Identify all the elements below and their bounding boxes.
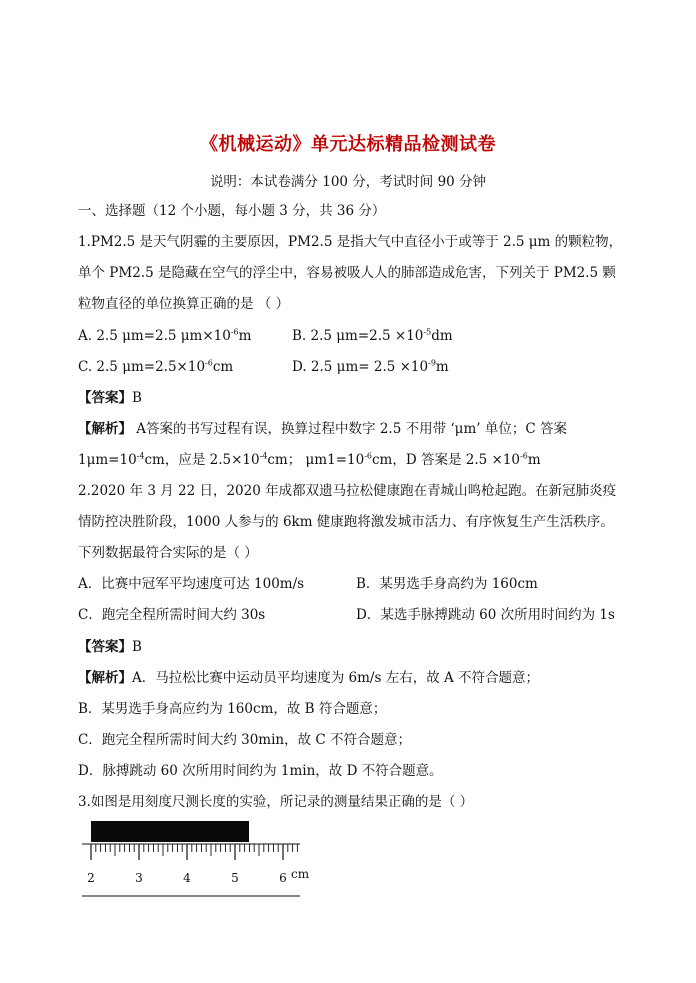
- q1-option-d-unit: m: [435, 359, 449, 375]
- ruler-figure: [78, 818, 318, 898]
- q2-analysis-line2: B．某男选手身高应约为 160cm，故 B 符合题意；: [78, 701, 387, 717]
- ruler-tick-label: 4: [183, 871, 191, 885]
- q2-stem-line2: 情防控决胜阶段，1000 人参与的 6km 健康跑将激发城市活力、有序恢复生产生活秩序。: [78, 514, 614, 530]
- q1-stem-line3: 粒物直径的单位换算正确的是 （ ）: [78, 296, 290, 312]
- q1-answer-label: 【答案】: [78, 390, 132, 406]
- q1-analysis-exp1: -4: [136, 451, 145, 461]
- q1-analysis-part-a: 1μm=10: [78, 452, 137, 468]
- q1-analysis-exp3: -6: [364, 451, 372, 461]
- ruler-ticks: [91, 844, 297, 860]
- q1-analysis-exp4: -6: [520, 451, 528, 461]
- q2-option-b: B．某男选手身高约为 160cm: [356, 576, 538, 592]
- q1-analysis-label: 【解析】: [78, 421, 132, 437]
- q1-option-c: [78, 358, 233, 376]
- q1-stem-line2: 单个 PM2.5 是隐藏在空气的浮尘中，容易被吸人人的肺部造成危害，下列关于 PM2.5 颗: [78, 265, 616, 281]
- q2-stem-line3: 下列数据最符合实际的是（ ）: [78, 545, 258, 561]
- q1-analysis-part-e: m: [527, 452, 541, 468]
- ruler-tick-label: 3: [135, 871, 143, 885]
- q2-analysis-line3: C．跑完全程所需时间大约 30min，故 C 不符合题意；: [78, 732, 412, 748]
- q1-analysis-line1: [78, 420, 567, 438]
- q1-option-a-unit: m: [238, 328, 252, 344]
- q1-option-a-text: A. 2.5 μm=2.5 μm×10: [78, 328, 231, 344]
- ruler-diagram: [78, 818, 318, 898]
- q1-option-b-unit: dm: [431, 328, 453, 344]
- q3-stem-line1: 3.如图是用刻度尺测长度的实验，所记录的测量结果正确的是（ ）: [78, 794, 474, 810]
- q1-analysis-part-d: cm，D 答案是 2.5 ×10: [371, 452, 521, 468]
- q2-answer-label: 【答案】: [78, 639, 132, 655]
- q1-answer: [78, 389, 142, 407]
- q1-analysis-exp2: -4: [259, 451, 268, 461]
- q1-option-b-exponent: -5: [423, 327, 432, 337]
- q1-answer-value: B: [132, 390, 142, 406]
- q2-answer: [78, 638, 142, 656]
- q1-option-c-exponent: -6: [205, 358, 213, 368]
- q1-option-b-text: B. 2.5 μm=2.5 ×10: [292, 328, 424, 344]
- q1-option-a: [78, 327, 251, 345]
- q1-stem-line1: 1.PM2.5 是天气阴霾的主要原因，PM2.5 是指大气中直径小于或等于 2.5 μm 的颗粒物，: [78, 234, 623, 250]
- ruler-labels: [87, 867, 310, 885]
- q2-stem-line1: 2.2020 年 3 月 22 日，2020 年成都双遗马拉松健康跑在青城山鸣枪起跑。在新冠肺炎疫: [78, 483, 617, 499]
- q1-option-c-unit: cm: [212, 359, 234, 375]
- q1-option-d-exponent: -9: [428, 358, 436, 368]
- ruler-unit-label: cm: [291, 867, 310, 881]
- exam-instructions: 说明：本试卷满分 100 分，考试时间 90 分钟: [209, 174, 487, 190]
- q1-analysis-part-c: cm； μm1=10: [267, 452, 365, 468]
- q1-option-d: [292, 358, 449, 376]
- ruler-tick-label: 2: [87, 871, 95, 885]
- q2-option-d: D．某选手脉搏跳动 60 次所用时间约为 1s: [356, 607, 615, 623]
- q1-option-b: [292, 327, 453, 345]
- q1-analysis-text1: A答案的书写过程有误，换算过程中数字 2.5 不用带 ‘μm’ 单位；C 答案: [132, 421, 567, 437]
- measured-object: [91, 821, 249, 842]
- ruler-tick-label: 5: [231, 871, 239, 885]
- q2-answer-value: B: [132, 639, 142, 655]
- ruler-tick-label: 6: [279, 871, 287, 885]
- q2-analysis-label: 【解析】: [78, 670, 132, 686]
- q1-analysis-line2: [78, 451, 541, 469]
- q2-analysis-line1: [78, 669, 539, 687]
- q1-analysis-part-b: cm，应是 2.5×10: [144, 452, 260, 468]
- document-title: 《机械运动》单元达标精品检测试卷: [200, 134, 496, 155]
- section-heading: 一、选择题（12 个小题，每小题 3 分，共 36 分）: [78, 203, 386, 219]
- q1-option-d-text: D. 2.5 μm= 2.5 ×10: [292, 359, 429, 375]
- q2-analysis-line4: D．脉搏跳动 60 次所用时间约为 1min，故 D 不符合题意。: [78, 763, 443, 779]
- q1-option-a-exponent: -6: [230, 327, 239, 337]
- q2-analysis-text1: A．马拉松比赛中运动员平均速度为 6m/s 左右，故 A 不符合题意；: [132, 670, 540, 686]
- q2-option-a: A．比赛中冠军平均速度可达 100m/s: [78, 576, 305, 592]
- q1-option-c-text: C. 2.5 μm=2.5×10: [78, 359, 206, 375]
- q2-option-c: C．跑完全程所需时间大约 30s: [78, 607, 266, 623]
